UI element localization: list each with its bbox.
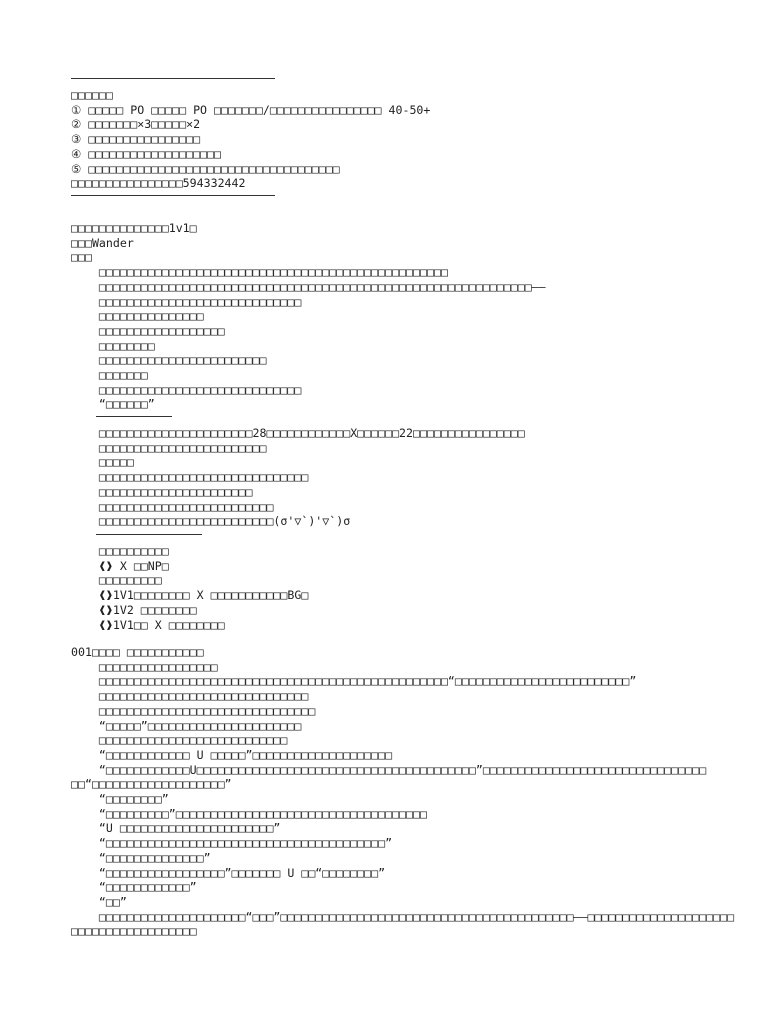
tag-line: ❰❱1V1□□ X □□□□□□□□ <box>71 617 225 632</box>
chapter-line: “□□□□□□□□□”□□□□□□□□□□□□□□□□□□□□□□□□□□□□□□□□□□□□ <box>71 806 427 821</box>
tag-line: □□□□□□□□□ <box>71 573 162 588</box>
body-divider <box>96 534 202 535</box>
chapter-line: “□□□□□”□□□□□□□□□□□□□□□□□□□□□□ <box>71 718 302 733</box>
body-line: □□□□□□□□□□□□□□□□□□□□□□28□□□□□□□□□□□□X□□□□□□22□□□□□□□□□□□□□□□□ <box>71 426 525 440</box>
chapter-line: □□□□□□□□□□□□□□□□□ <box>71 659 218 674</box>
body-line: □□□□□□□□□□□□□□□□□□□□□□□□□(σ'▽`)'▽`)σ <box>71 514 351 529</box>
info-line: □□□□□□□□□□□□□□□ <box>71 309 204 324</box>
body-line: □□□□□□□□□□□□□□□□□□□□□□ <box>71 484 253 499</box>
info-line: □□□□□□□□□□□□□□1v1□ <box>71 221 197 235</box>
chapter-line: □□□□□□□□□□□□□□□□□□□□□□□□□□□ <box>71 733 288 748</box>
chapter-line: 001□□□□ □□□□□□□□□□□ <box>71 645 204 659</box>
notice-line: □□□□□□ <box>71 88 113 102</box>
chapter-line: “□□□□□□□□□□□□□□□□□□□□□□□□□□□□□□□□□□□□□□□□” <box>71 836 393 851</box>
top-divider <box>71 78 275 79</box>
info-line: □□□ <box>71 250 92 265</box>
body-line: □□□□□□□□□□□□□□□□□□□□□□□□□ <box>71 499 274 514</box>
info-line: □□□□□□□ <box>71 368 148 382</box>
body-line: □□□□□□□□□□□□□□□□□□□□□□□□ <box>71 440 267 455</box>
info-line: □□□□□□□□□□□□□□□□□□□□□□□□ <box>71 353 267 368</box>
notice-line: ① □□□□□ PO □□□□□ PO □□□□□□□/□□□□□□□□□□□□□□□□ 40-50+ <box>71 102 431 117</box>
info-line: □□□Wander <box>71 235 134 250</box>
chapter-line: □□□□□□□□□□□□□□□□□□□□□□□□□□□□□□ <box>71 689 309 704</box>
notice-line: ④ □□□□□□□□□□□□□□□□□□□ <box>71 146 221 161</box>
tag-line: ❰❱ X □□NP□ <box>71 558 169 573</box>
body-line: □□□□□ <box>71 455 134 470</box>
info-line: “□□□□□□” <box>71 397 155 412</box>
info-line: □□□□□□□□□□□□□□□□□□□□□□□□□□□□□□□□□□□□□□□□□□□□□□□□□□ <box>71 265 448 280</box>
chapter-line: “□□□□□□□□□□□□□□□□□”□□□□□□□ U □□“□□□□□□□□” <box>71 865 386 880</box>
chapter-line: “□□□□□□□□□□□□” <box>71 880 197 895</box>
chapter-line: □□□□□□□□□□□□□□□□□□ <box>71 924 197 939</box>
chapter-line: “□□□□□□□□□□□□ U □□□□□”□□□□□□□□□□□□□□□□□□□□ <box>71 747 393 762</box>
info-line: □□□□□□□□□□□□□□□□□□ <box>71 323 225 338</box>
tag-line: ❰❱1V2 □□□□□□□□ <box>71 602 197 617</box>
tag-line: ❰❱1V1□□□□□□□□ X □□□□□□□□□□□BG□ <box>71 588 309 603</box>
notice-divider <box>71 195 275 196</box>
notice-line: □□□□□□□□□□□□□□□□594332442 <box>71 176 246 191</box>
info-line: □□□□□□□□□□□□□□□□□□□□□□□□□□□□□□□□□□□□□□□□□□□□□□□□□□□□□□□□□□□□□□—— <box>71 279 546 294</box>
chapter-line: □□□□□□□□□□□□□□□□□□□□□□□□□□□□□□□ <box>71 703 316 718</box>
notice-line: ③ □□□□□□□□□□□□□□□□ <box>71 132 201 147</box>
quote-underline <box>96 416 172 417</box>
notice-line: ⑤ □□□□□□□□□□□□□□□□□□□□□□□□□□□□□□□□□□□□ <box>71 161 340 176</box>
chapter-line: □□“□□□□□□□□□□□□□□□□□□□” <box>71 777 232 792</box>
chapter-line: “U □□□□□□□□□□□□□□□□□□□□□□” <box>71 821 281 836</box>
info-line: □□□□□□□□□□□□□□□□□□□□□□□□□□□□□ <box>71 382 302 397</box>
tag-line: □□□□□□□□□□ <box>71 544 169 558</box>
chapter-line: “□□□□□□□□□□□□U□□□□□□□□□□□□□□□□□□□□□□□□□□□□□□□□□□□□□□□□”□□□□□□□□□□□□□□□□□□□□□□□□□□□□□□□□ <box>71 762 707 777</box>
chapter-line: “□□” <box>71 894 127 909</box>
info-line: □□□□□□□□□□□□□□□□□□□□□□□□□□□□□ <box>71 294 302 309</box>
info-line: □□□□□□□□ <box>71 338 155 353</box>
chapter-line: “□□□□□□□□□□□□□□” <box>71 850 211 865</box>
chapter-line: □□□□□□□□□□□□□□□□□□□□□□□□□□□□□□□□□□□□□□□□□□□□□□□□□□“□□□□□□□□□□□□□□□□□□□□□□□□□” <box>71 674 637 689</box>
chapter-line: “□□□□□□□□” <box>71 792 169 806</box>
body-line: □□□□□□□□□□□□□□□□□□□□□□□□□□□□□□ <box>71 470 309 485</box>
chapter-line: □□□□□□□□□□□□□□□□□□□□□“□□□”□□□□□□□□□□□□□□□□□□□□□□□□□□□□□□□□□□□□□□□□□□——□□□□□□□□□□□□□□□□□□□□□ <box>71 909 735 924</box>
notice-line: ② □□□□□□□×3□□□□□×2 <box>71 117 201 132</box>
